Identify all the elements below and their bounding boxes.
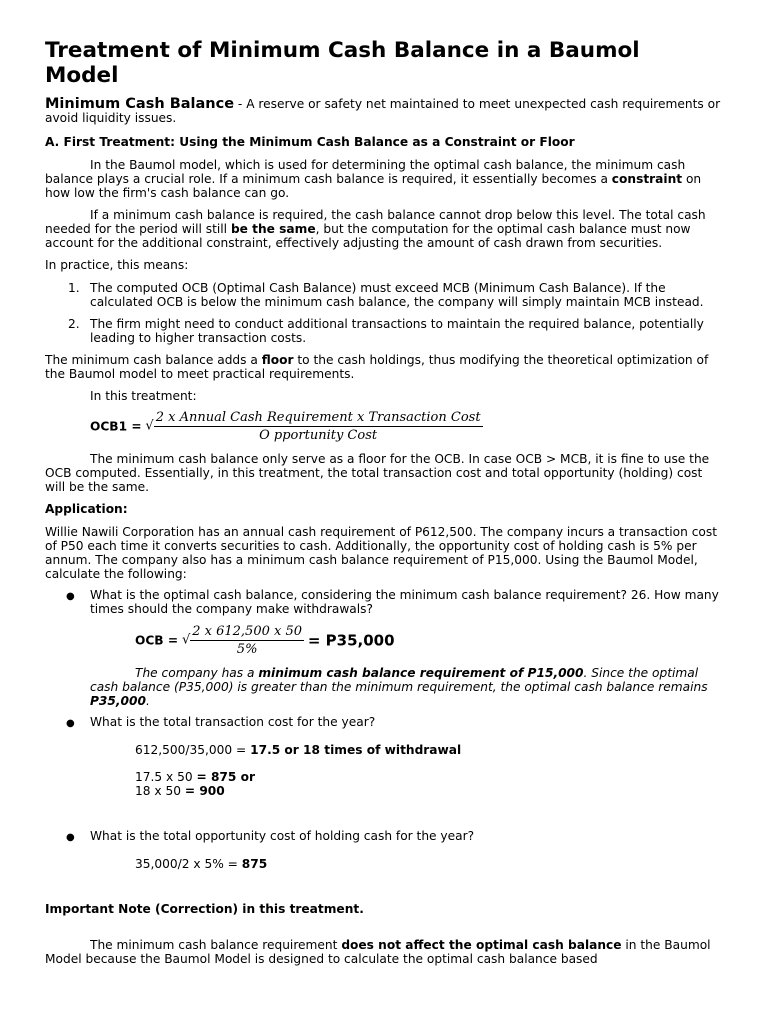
list-item-number: 1. [68, 281, 80, 295]
important-note-text: The minimum cash balance requirement does not affect the optimal cash balance in the Baumol Model because the Baumol Model is designed to calculate the optimal cash balance based [45, 938, 711, 966]
section-a-paragraph-6: The minimum cash balance only serve as a floor for the OCB. In case OCB > MCB, it is fine to use the OCB computed. Essentially, in this treatment, the total transaction cost and total opportunity (holding) cost will be the same. [45, 452, 710, 494]
formula-fraction [190, 624, 304, 657]
section-a-paragraph-3: In practice, this means: [45, 258, 189, 272]
application-intro: Willie Nawili Corporation has an annual cash requirement of P612,500. The company incurs a transaction cost of P50 each time it converts securities to cash. Additionally, the opportunity cost of holding cash is 5% per annum. The company also has a minimum cash balance requirement of P15,000. Using the Baumol Model, calculate the following: [45, 525, 718, 581]
formula-numerator: 2 x Annual Cash Requirement x Transaction Cost [155, 410, 481, 425]
application-heading: Application: [45, 502, 128, 516]
calculation-line: 17.5 x 50 = 875 or [135, 770, 256, 784]
formula-denominator: O pportunity Cost [259, 428, 378, 443]
section-a-heading: A. First Treatment: Using the Minimum Cash Balance as a Constraint or Floor [45, 135, 575, 149]
formula-result: = P35,000 [307, 631, 395, 650]
definition-paragraph [45, 97, 725, 125]
page-title: Treatment of Minimum Cash Balance in a Baumol Model [45, 38, 640, 88]
question-1: What is the optimal cash balance, considering the minimum cash balance requirement? 26. How many times should the company make withdrawals? [90, 588, 719, 616]
question-3: What is the total opportunity cost of holding cash for the year? [90, 829, 475, 843]
definition-term: Minimum Cash Balance [45, 96, 235, 112]
sqrt-symbol: √ [145, 418, 154, 434]
question-2: What is the total transaction cost for the year? [90, 715, 376, 729]
section-a-paragraph-2: If a minimum cash balance is required, the cash balance cannot drop below this level. The total cash needed for the period will still be the same, but the computation for the optimal cash balance must now account for the additional constraint, effectively adjusting the amount of cash drawn from securities. [45, 208, 706, 250]
formula-label: OCB1 = [90, 419, 142, 434]
list-item-number: 2. [68, 317, 80, 331]
section-a-paragraph-5: In this treatment: [90, 389, 197, 403]
formula-label: OCB = [135, 633, 179, 648]
calculation-line: 35,000/2 x 5% = 875 [135, 857, 268, 871]
formula-ocb1 [90, 410, 725, 443]
important-note-heading: Important Note (Correction) in this treatment. [45, 902, 364, 916]
section-a-paragraph-1: In the Baumol model, which is used for determining the optimal cash balance, the minimum cash balance plays a crucial role. If a minimum cash balance is required, it essentially becomes a constraint on how low the firm's cash balance can go. [45, 158, 702, 200]
calculation-line: 612,500/35,000 = 17.5 or 18 times of withdrawal [135, 743, 462, 757]
section-a-paragraph-4: The minimum cash balance adds a floor to the cash holdings, thus modifying the theoretical optimization of the Baumol model to meet practical requirements. [45, 353, 709, 381]
formula-numerator: 2 x 612,500 x 50 [192, 624, 302, 639]
bullet-icon: ● [66, 832, 75, 843]
bullet-icon: ● [66, 591, 75, 602]
formula-ocb [135, 624, 725, 657]
answer-note-1: The company has a minimum cash balance requirement of P15,000. Since the optimal cash balance (P35,000) is greater than the minimum requirement, the optimal cash balance remains P35,000. [90, 666, 708, 708]
calculation-line: 18 x 50 = 900 [135, 784, 225, 798]
bullet-icon: ● [66, 718, 75, 729]
list-item: The computed OCB (Optimal Cash Balance) must exceed MCB (Minimum Cash Balance). If the calculated OCB is below the minimum cash balance, the company will simply maintain MCB instead. [90, 281, 704, 309]
formula-denominator: 5% [236, 642, 258, 657]
definition-text: - A reserve or safety net maintained to meet unexpected cash requirements or avoid liquidity issues. [45, 97, 721, 125]
list-item: The firm might need to conduct additional transactions to maintain the required balance, potentially leading to higher transaction costs. [90, 317, 704, 345]
formula-fraction [154, 410, 483, 443]
sqrt-symbol: √ [181, 632, 191, 648]
